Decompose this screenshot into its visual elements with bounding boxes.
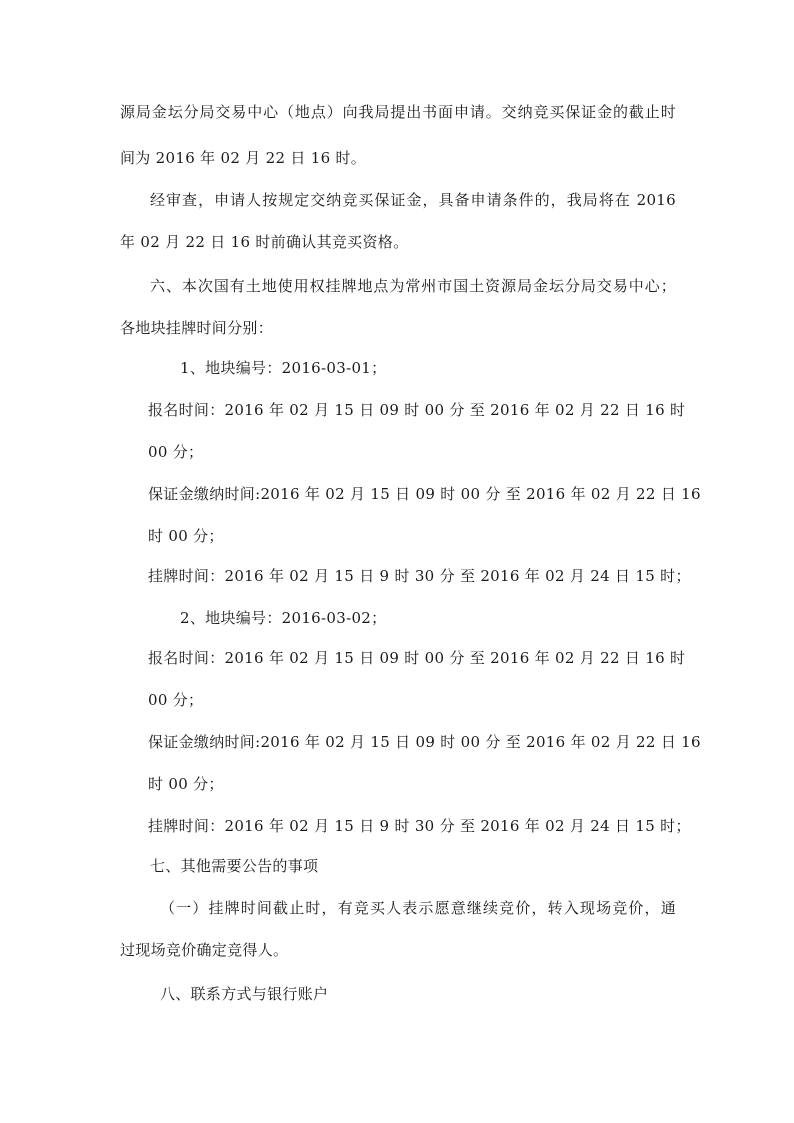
- parcel-number: 1、地块编号：2016-03-01；: [180, 359, 387, 377]
- deposit-payment-time-cont: 时 00 分；: [148, 527, 224, 545]
- deposit-payment-time-cont: 时 00 分；: [148, 775, 224, 793]
- registration-time-cont: 00 分；: [148, 691, 204, 709]
- parcel-number: 2、地块编号：2016-03-02；: [180, 609, 387, 627]
- paragraph-line: 经审查，申请人按规定交纳竞买保证金，具备申请条件的，我局将在 2016: [150, 191, 676, 209]
- paragraph-line: 年 02 月 22 日 16 时前确认其竞买资格。: [120, 233, 409, 251]
- paragraph-line: 过现场竞价确定竞得人。: [120, 941, 289, 959]
- registration-time: 报名时间：2016 年 02 月 15 日 09 时 00 分 至 2016 年 02 月 22 日 16 时: [148, 649, 686, 667]
- deposit-payment-time: 保证金缴纳时间:2016 年 02 月 15 日 09 时 00 分 至 2016 年 02 月 22 日 16: [148, 733, 701, 751]
- paragraph-line: 源局金坛分局交易中心（地点）向我局提出书面申请。交纳竞买保证金的截止时: [120, 103, 676, 121]
- listing-time: 挂牌时间：2016 年 02 月 15 日 9 时 30 分 至 2016 年 02 月 24 日 15 时；: [148, 817, 691, 835]
- paragraph-line: 各地块挂牌时间分别：: [120, 319, 274, 337]
- section-heading-seven: 七、其他需要公告的事项: [150, 857, 319, 875]
- paragraph-line: 间为 2016 年 02 月 22 日 16 时。: [120, 149, 367, 167]
- deposit-payment-time: 保证金缴纳时间:2016 年 02 月 15 日 09 时 00 分 至 2016 年 02 月 22 日 16: [148, 485, 701, 503]
- registration-time: 报名时间：2016 年 02 月 15 日 09 时 00 分 至 2016 年 02 月 22 日 16 时: [148, 401, 686, 419]
- section-heading-six: 六、本次国有土地使用权挂牌地点为常州市国土资源局金坛分局交易中心；: [150, 277, 676, 295]
- section-heading-eight: 八、联系方式与银行账户: [160, 985, 329, 1003]
- listing-time: 挂牌时间：2016 年 02 月 15 日 9 时 30 分 至 2016 年 02 月 24 日 15 时；: [148, 567, 691, 585]
- paragraph-line: （一）挂牌时间截止时，有竞买人表示愿意继续竞价，转入现场竞价，通: [160, 899, 676, 917]
- registration-time-cont: 00 分；: [148, 443, 204, 461]
